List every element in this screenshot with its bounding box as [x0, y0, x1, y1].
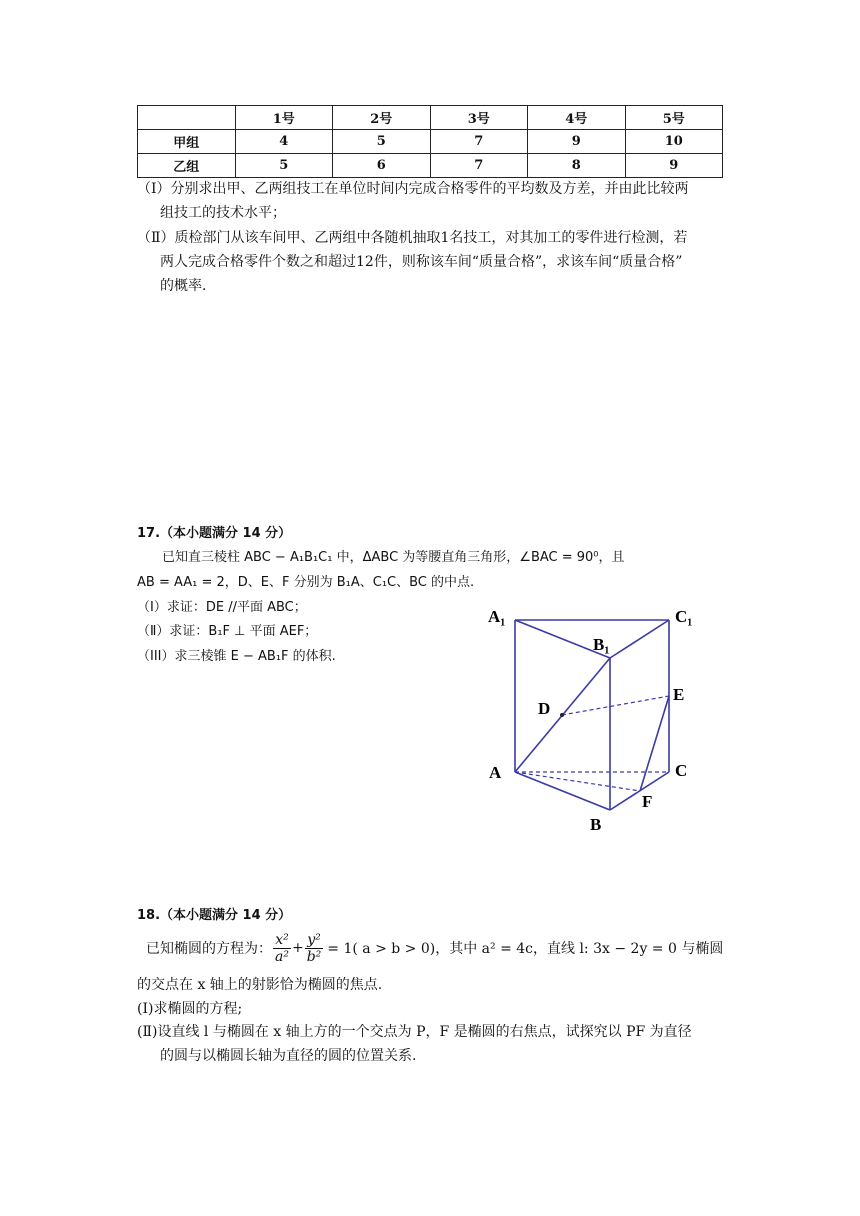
- hidden-segment-af: [515, 772, 640, 791]
- q18-stem-line2: 的交点在 x 轴上的射影恰为椭圆的焦点.: [137, 977, 383, 993]
- edge-b1c1: [610, 620, 669, 658]
- q17-stem-line2: AB = AA₁ = 2，D、E、F 分别为 B₁A、C₁C、BC 的中点.: [137, 575, 475, 590]
- table-header-cell: 4号: [528, 106, 626, 130]
- table-header-cell: 3号: [430, 106, 528, 130]
- frac1-numerator: x²: [273, 932, 291, 949]
- q18-title: 18.（本小题满分 14 分）: [137, 908, 292, 923]
- label-a1: A₁: [488, 607, 506, 626]
- table-cell: 10: [625, 130, 723, 154]
- q17-part2: （Ⅱ）求证：B₁F ⊥ 平面 AEF；: [137, 624, 318, 639]
- table-row: [138, 154, 723, 178]
- q16-part1-line2: 组技工的技术水平；: [160, 205, 286, 221]
- table-header-cell: 1号: [235, 106, 333, 130]
- q16-part2-line3: 的概率.: [160, 278, 207, 294]
- frac2-denominator: b²: [306, 948, 322, 965]
- q18-part1: (Ⅰ)求椭圆的方程;: [137, 1001, 243, 1017]
- table-header-cell: [138, 106, 236, 130]
- q18-stem-mid: = 1( a > b > 0)，其中 a² = 4c，直线 l: 3x − 2y = 0 与椭圆: [327, 941, 724, 957]
- table-cell: 7: [430, 130, 528, 154]
- table-row: [138, 130, 723, 154]
- q17-part1: （Ⅰ）求证：DE //平面 ABC；: [137, 600, 307, 615]
- frac2-numerator: y²: [305, 932, 324, 949]
- row-label: 甲组: [138, 130, 236, 154]
- label-b1: B₁: [593, 635, 610, 654]
- q18-stem-pre: 已知椭圆的方程为：: [146, 941, 272, 957]
- table-cell: 7: [430, 154, 528, 178]
- table-header-cell: 5号: [625, 106, 723, 130]
- label-b: B: [590, 815, 602, 834]
- q18-part2-line1: (Ⅱ)设直线 l 与椭圆在 x 轴上方的一个交点为 P，F 是椭圆的右焦点，试探究以 PF 为直径: [137, 1024, 692, 1040]
- label-f: F: [642, 792, 653, 811]
- edge-ab: [515, 772, 610, 810]
- table-header-row: [138, 106, 723, 130]
- prism-figure: [480, 600, 720, 840]
- q18-part2-line2: 的圆与以椭圆长轴为直径的圆的位置关系.: [160, 1048, 417, 1064]
- q16-part1-line1: （Ⅰ）分别求出甲、乙两组技工在单位时间内完成合格零件的平均数及方差，并由此比较两: [137, 181, 689, 197]
- table-cell: 6: [333, 154, 431, 178]
- row-label: 乙组: [138, 154, 236, 178]
- label-a: A: [489, 763, 502, 782]
- fraction-x-over-a: [273, 932, 291, 965]
- label-e: E: [673, 685, 685, 704]
- fraction-y-over-b: [305, 932, 324, 965]
- q17-stem-line1: 已知直三棱柱 ABC − A₁B₁C₁ 中，ΔABC 为等腰直角三角形，∠BAC = 90⁰，且: [162, 550, 625, 565]
- q16-part2-line2: 两人完成合格零件个数之和超过12件，则称该车间“质量合格”，求该车间“质量合格”: [160, 254, 683, 270]
- label-c: C: [675, 761, 688, 780]
- table-cell: 4: [235, 130, 333, 154]
- edge-bc: [610, 772, 669, 810]
- label-d: D: [538, 699, 551, 718]
- label-c1: C₁: [675, 607, 693, 626]
- table-header-cell: 2号: [333, 106, 431, 130]
- q17-part3: （III）求三棱锥 E − AB₁F 的体积.: [137, 649, 336, 664]
- point-d: [560, 713, 564, 717]
- table-cell: 8: [528, 154, 626, 178]
- plus-sign: +: [291, 940, 304, 956]
- hidden-segment-de: [562, 696, 669, 715]
- q18-stem-line1: [146, 928, 723, 968]
- segment-fe: [640, 696, 669, 791]
- score-table: [137, 105, 723, 178]
- q17-title: 17.（本小题满分 14 分）: [137, 526, 292, 541]
- q16-part2-line1: （Ⅱ）质检部门从该车间甲、乙两组中各随机抽取1名技工，对其加工的零件进行检测，若: [137, 230, 688, 246]
- table-cell: 9: [528, 130, 626, 154]
- table-cell: 5: [333, 130, 431, 154]
- table-cell: 5: [235, 154, 333, 178]
- frac1-denominator: a²: [275, 948, 289, 965]
- table-cell: 9: [625, 154, 723, 178]
